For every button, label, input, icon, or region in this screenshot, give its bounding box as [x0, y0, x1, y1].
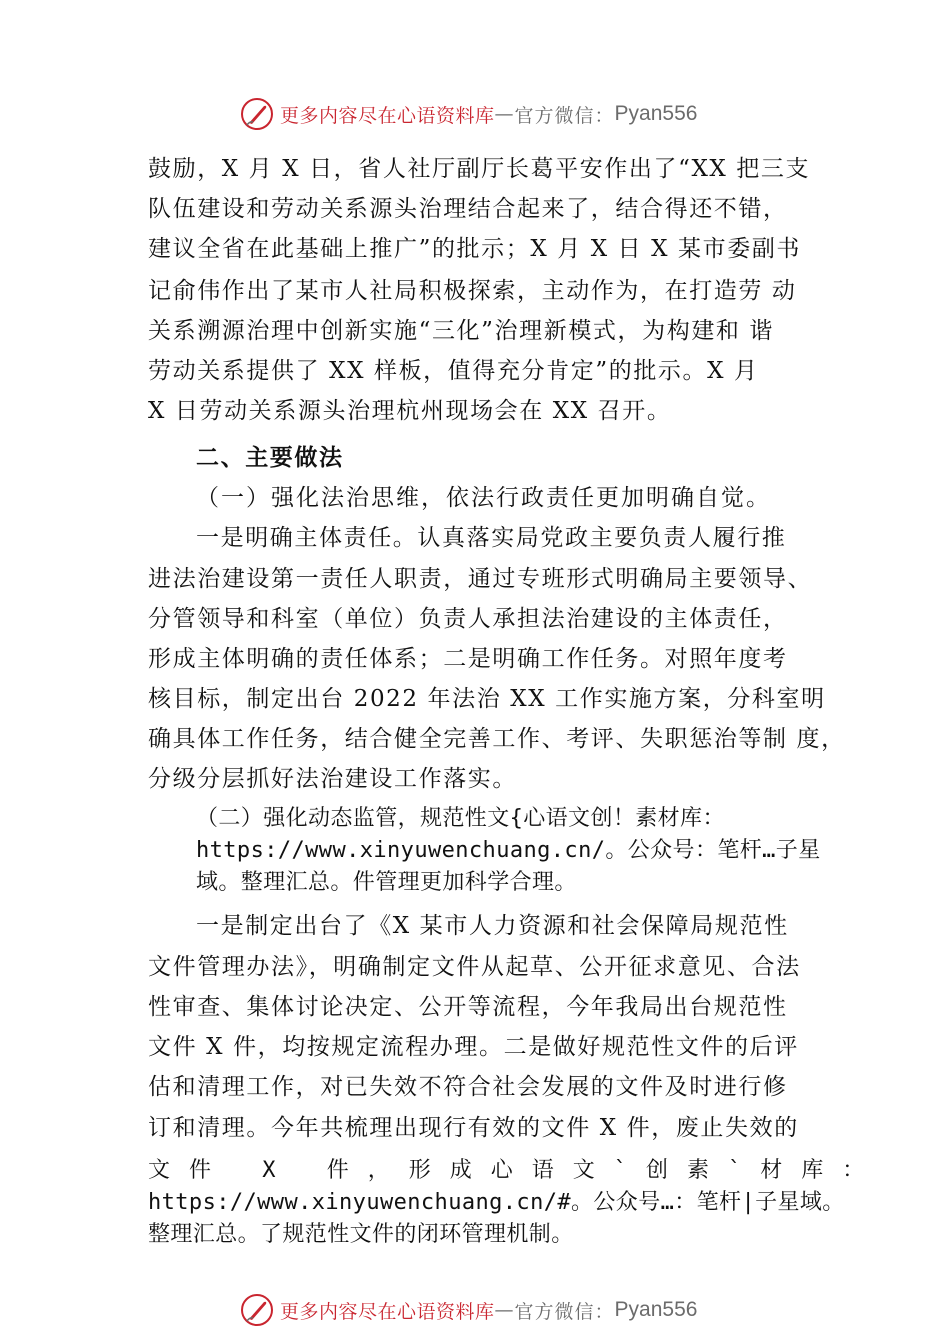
watermark-wechat-label: 官方微信：: [514, 104, 615, 127]
text-line: 一是制定出台了《X 某市人力资源和社会保障局规范性: [196, 913, 789, 939]
text-line: 文件 X 件，均按规定流程办理。二是做好规范性文件的后评: [148, 1034, 799, 1060]
text-line: 域。整理汇总。件管理更加科学合理。: [196, 870, 577, 895]
text-line: 一是明确主体责任。认真落实局党政主要负责人履行推: [196, 525, 787, 551]
watermark-separator: —: [494, 1299, 515, 1321]
text-line: 文件管理办法》，明确制定文件从起草、公开征求意见、合法: [148, 954, 801, 980]
text-line: 劳动关系提供了 XX 样板，值得充分肯定”的批示。X 月: [148, 358, 759, 384]
text-line: 形成主体明确的责任体系；二是明确工作任务。对照年度考: [148, 646, 788, 672]
watermark-wechat-label: 官方微信：: [514, 1300, 615, 1323]
subsection-heading: （二）强化动态监管，规范性文{心语文创！素材库：: [196, 806, 725, 831]
section-heading: 二、主要做法: [196, 445, 344, 471]
text-line: 确具体工作任务，结合健全完善工作、考评、失职惩治等制 度，: [148, 726, 846, 752]
text-line: 关系溯源治理中创新实施“三化”治理新模式，为构建和 谐: [148, 318, 775, 344]
text-line: 估和清理工作，对已失效不符合社会发展的文件及时进行修: [148, 1074, 788, 1100]
text-line: 分管领导和科室（单位）负责人承担法治建设的主体责任，: [148, 606, 788, 632]
text-line: 队伍建设和劳动关系源头治理结合起来了，结合得还不错，: [148, 196, 788, 222]
text-line: 订和清理。今年共梳理出现行有效的文件 X 件，废止失效的: [148, 1115, 799, 1141]
text-line: 文件 X 件，形成心语文`创素`材库：: [148, 1158, 884, 1183]
watermark-title: 更多内容尽在心语资料库: [280, 1300, 495, 1323]
subsection-heading: （一）强化法治思维，依法行政责任更加明确自觉。: [196, 485, 771, 511]
text-line: 性审查、集体讨论决定、公开等流程，今年我局出台规范性: [148, 994, 788, 1020]
footer-watermark: [0, 1290, 950, 1330]
watermark-wechat-id: Pyan556: [614, 102, 698, 125]
text-line: 整理汇总。了规范性文件的闭环管理机制。: [148, 1222, 574, 1247]
watermark-separator: —: [494, 103, 515, 125]
text-line: 鼓励，X 月 X 日，省人社厅副厅长葛平安作出了“XX 把三支: [148, 156, 811, 182]
text-line: X 日劳动关系源头治理杭州现场会在 XX 召开。: [148, 398, 672, 424]
text-line: https://www.xinyuwenchuang.cn/。公众号：笔杆…子星: [196, 838, 821, 863]
quill-pen-logo-icon: [240, 97, 274, 131]
header-watermark: [0, 94, 950, 134]
text-line: 记俞伟作出了某市人社局积极探索，主动作为，在打造劳 动: [148, 278, 797, 304]
text-line: 进法治建设第一责任人职责，通过专班形式明确局主要领导、: [148, 566, 813, 592]
text-line: https://www.xinyuwenchuang.cn/#。公众号…：笔杆|子星域。: [148, 1190, 845, 1215]
watermark-title: 更多内容尽在心语资料库: [280, 104, 495, 127]
text-line: 分级分层抓好法治建设工作落实。: [148, 766, 517, 792]
quill-pen-logo-icon: [240, 1293, 274, 1327]
watermark-wechat-id: Pyan556: [614, 1298, 698, 1321]
text-line: 建议全省在此基础上推广”的批示；X 月 X 日 X 某市委副书: [148, 236, 802, 262]
text-line: 核目标，制定出台 2022 年法治 XX 工作实施方案，分科室明: [148, 686, 826, 712]
